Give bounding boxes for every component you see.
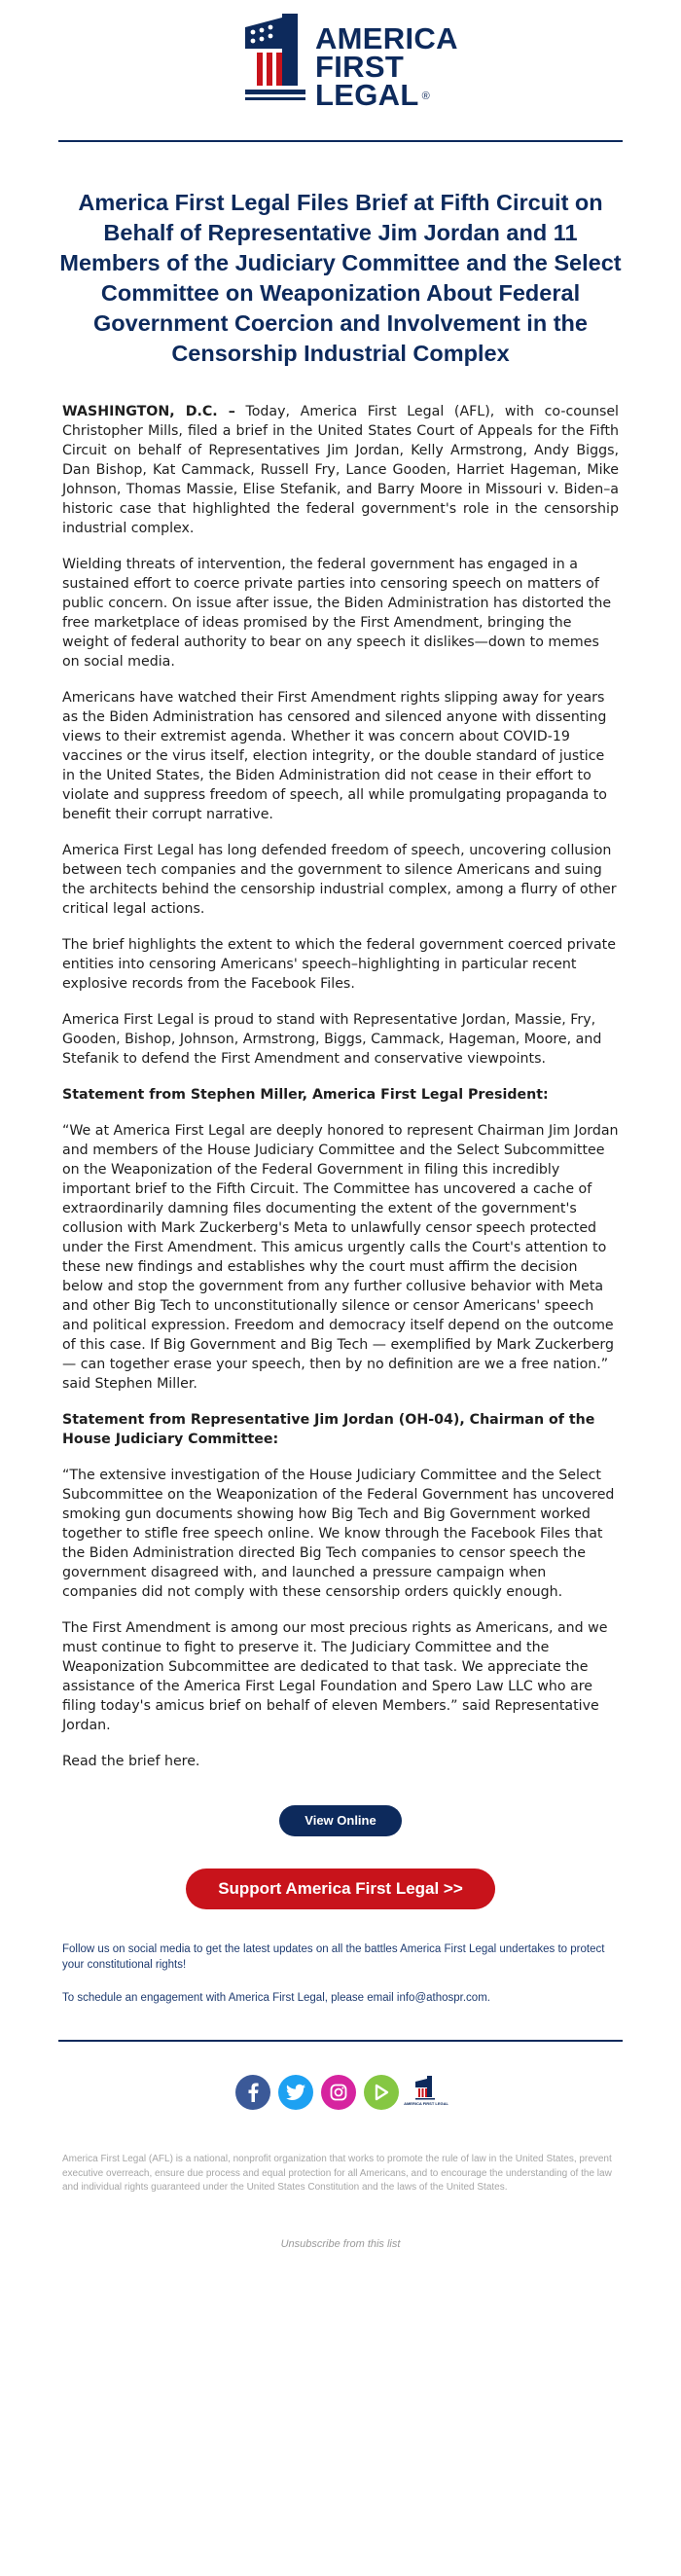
- logo-emblem-icon: [239, 14, 309, 106]
- statement-heading-jordan: Statement from Representative Jim Jordan (OH-04), Chairman of the House Judiciary Committee:: [62, 1412, 595, 1447]
- statement-heading-miller: Statement from Stephen Miller, America First Legal President:: [62, 1087, 549, 1103]
- statement-jordan-paragraph: “The extensive investigation of the House Judiciary Committee and the Select Subcommittee on the Weaponization of the Federal Government has uncovered smoking gun documents showing how Big Tech and Big Government worked together to stifle free speech online. We know through the Facebook Files that the Biden Administration directed Big Tech companies to censor speech the government disagreed with, and launched a pressure campaign when companies did not comply with these censorship orders quickly enough.: [62, 1468, 615, 1600]
- follow-text: Follow us on social media to get the latest updates on all the battles America First Legal undertakes to protect your constitutional rights!: [62, 1943, 605, 1971]
- statement-miller: “We at America First Legal are deeply honored to represent Chairman Jim Jordan and members of the House Judiciary Committee and the Select Subcommittee on the Weaponization of the Federal Government in filing this incredibly important brief to the Fifth Circuit. The Committee has uncovered a cache of extraordinarily damning files documenting the extent of the government's collusion with Mark Zuckerberg's Meta to unlawfully censor speech protected under the First Amendment. This amicus urgently calls the Court's attention to these new findings and establishes why the court must affirm the decision below and stop the government from any further collusive behavior with Meta and other Big Tech to unconstitutionally silence or censor Americans' speech and political expression. Freedom and democracy itself depend on the outcome of this case. If Big Government and Big Tech — exemplified by Mark Zuckerberg — can together erase your speech, then by no definition are we a free nation.” said Stephen Miller.: [62, 1123, 619, 1392]
- paragraph: America First Legal is proud to stand with Representative Jordan, Massie, Fry, Gooden, Bishop, Johnson, Armstrong, Biggs, Cammack, Hageman, Moore, and Stefanik to defend the First Amendment and conservative viewpoints.: [62, 1012, 602, 1067]
- paragraph: Wielding threats of intervention, the federal government has engaged in a sustained effort to coerce private parties into censoring speech on matters of public concern. On issue after issue, the Biden Administration has distorted the free marketplace of ideas promised by the First Amendment, bringing the weight of federal authority to bear on any speech it dislikes—down to memes on social media.: [62, 557, 612, 670]
- dateline: WASHINGTON, D.C. –: [62, 404, 235, 419]
- instagram-icon[interactable]: [321, 2075, 356, 2110]
- disclaimer: America First Legal (AFL) is a national, nonprofit organization that works to promote the rule of law in the United States, prevent executive overreach, ensure due process and equal protection for all Americans, and to encourage the understanding of the law and individual rights guaranteed under the United States Constitution and the laws of the United States.: [62, 2154, 612, 2193]
- lead-text: Today, America First Legal (AFL), with co-counsel Christopher Mills, filed a brief in the United States Court of Appeals for the Fifth Circuit on behalf of Representatives Jim Jordan, Kelly Armstrong, Andy Biggs, Dan Bishop, Kat Cammack, Russell Fry, Lance Gooden, Harriet Hageman, Mike Johnson, Thomas Massie, Elise Stefanik, and Barry Moore in Missouri v. Biden–a historic case that highlighted the federal government's role in the censorship industrial complex.: [62, 404, 620, 536]
- logo-line-1: AMERICA: [315, 21, 458, 55]
- twitter-icon[interactable]: [278, 2075, 313, 2110]
- social-links: [0, 2075, 681, 2110]
- paragraph: America First Legal has long defended freedom of speech, uncovering collusion between tech companies and the government to silence Americans and suing the architects behind the censorship industrial complex, among a flurry of other critical legal actions.: [62, 843, 617, 917]
- rumble-icon[interactable]: [364, 2075, 399, 2110]
- paragraph: The brief highlights the extent to which the federal government coerced private entities into censoring Americans' speech–highlighting in particular recent explosive records from the Facebook Files.: [62, 937, 616, 992]
- small-logo-text: AMERICA FIRST LEGAL: [404, 2101, 448, 2106]
- article-body: [62, 402, 619, 1771]
- america-first-legal-small-logo[interactable]: [404, 2075, 448, 2110]
- logo-line-2: FIRST: [315, 50, 405, 84]
- read-brief-link[interactable]: Read the brief here.: [62, 1754, 200, 1769]
- paragraph: Americans have watched their First Amendment rights slipping away for years as the Biden Administration has censored and silenced anyone with dissenting views to their extremist agenda. Whether it was concern about COVID-19 vaccines or the virus itself, election integrity, or the double standard of justice in the United States, the Biden Administration did not cease in their effort to violate and suppress freedom of speech, all while promulgating propaganda to benefit their corrupt narrative.: [62, 690, 607, 822]
- support-button[interactable]: Support America First Legal >>: [186, 1869, 495, 1909]
- schedule-text: To schedule an engagement with America First Legal, please email info@athospr.com.: [62, 1992, 490, 2004]
- header-divider: [58, 140, 623, 142]
- headline: America First Legal Files Brief at Fifth Circuit on Behalf of Representative Jim Jordan and 11 Members of the Judiciary Committee and the Select Committee on Weaponization About Federal Government Coercion and Involvement in the Censorship Industrial Complex: [59, 190, 622, 366]
- registered-mark: ®: [421, 91, 430, 103]
- facebook-icon[interactable]: [235, 2075, 270, 2110]
- statement-jordan-paragraph: The First Amendment is among our most precious rights as Americans, and we must continue to fight to preserve it. The Judiciary Committee and the Weaponization Subcommittee are dedicated to that task. We appreciate the assistance of the America First Legal Foundation and Spero Law LLC who are filing today's amicus brief on behalf of eleven Members.” said Representative Jordan.: [62, 1620, 608, 1733]
- unsubscribe-link[interactable]: Unsubscribe from this list: [280, 2237, 401, 2250]
- lead-paragraph: [62, 402, 619, 538]
- header: [0, 0, 681, 141]
- footer-divider: [58, 2040, 623, 2042]
- america-first-legal-logo[interactable]: [239, 14, 458, 112]
- logo-wordmark: [315, 21, 458, 112]
- view-online-button[interactable]: View Online: [279, 1805, 402, 1836]
- logo-line-3: LEGAL: [315, 78, 419, 112]
